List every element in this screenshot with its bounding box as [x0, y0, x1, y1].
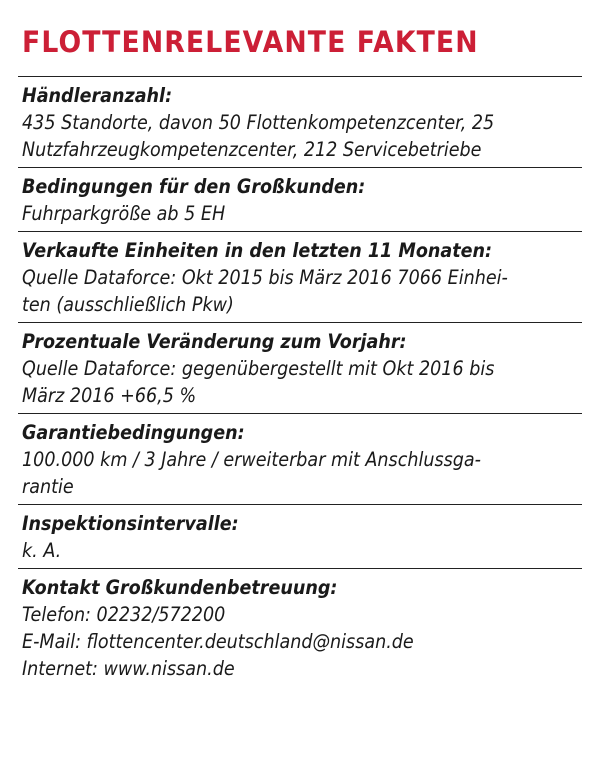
fact-list	[22, 77, 582, 686]
fact-section-kontakt	[18, 569, 582, 686]
fact-value-line: k. A.	[22, 539, 62, 562]
fact-section-bedingungen	[18, 168, 582, 232]
fact-label: Prozentuale Veränderung zum Vorjahr:	[22, 330, 407, 353]
fact-value	[22, 601, 580, 682]
contact-website: Internet: www.nissan.de	[22, 657, 235, 680]
fact-box	[22, 22, 582, 686]
fact-label: Verkaufte Einheiten in den letzten 11 Monaten:	[22, 239, 493, 262]
fact-value-line: rantie	[22, 475, 74, 498]
fact-section-veraenderung	[18, 323, 582, 414]
fact-section-inspektion	[18, 505, 582, 569]
fact-section-verkaufte-einheiten	[18, 232, 582, 323]
page-title: FLOTTENRELEVANTE FAKTEN	[22, 25, 479, 59]
fact-section-haendleranzahl	[18, 77, 582, 168]
fact-value	[22, 355, 580, 409]
fact-value-line: Quelle Dataforce: Okt 2015 bis März 2016 7066 Einhei-	[22, 266, 508, 289]
fact-label: Kontakt Großkundenbetreuung:	[22, 576, 338, 599]
fact-value	[22, 446, 580, 500]
fact-value-line: 435 Standorte, davon 50 Flottenkompetenzcenter, 25	[22, 111, 495, 134]
fact-label: Garantiebedingungen:	[22, 421, 245, 444]
fact-value-line: Nutzfahrzeugkompetenzcenter, 212 Servicebetriebe	[22, 138, 482, 161]
fact-value-line: März 2016 +66,5 %	[22, 384, 197, 407]
fact-value	[22, 537, 580, 564]
fact-value-line: Quelle Dataforce: gegenübergestellt mit Okt 2016 bis	[22, 357, 495, 380]
fact-value-line: ten (ausschließlich Pkw)	[22, 293, 234, 316]
fact-value-line: Fuhrparkgröße ab 5 EH	[22, 202, 226, 225]
fact-label: Händleranzahl:	[22, 84, 173, 107]
contact-email: E-Mail: flottencenter.deutschland@nissan.de	[22, 630, 414, 653]
fact-value	[22, 264, 580, 318]
contact-phone: Telefon: 02232/572200	[22, 603, 226, 626]
fact-value	[22, 109, 580, 163]
fact-label: Inspektionsintervalle:	[22, 512, 239, 535]
fact-value-line: 100.000 km / 3 Jahre / erweiterbar mit Anschlussga-	[22, 448, 481, 471]
fact-section-garantie	[18, 414, 582, 505]
fact-value	[22, 200, 580, 227]
fact-label: Bedingungen für den Großkunden:	[22, 175, 366, 198]
